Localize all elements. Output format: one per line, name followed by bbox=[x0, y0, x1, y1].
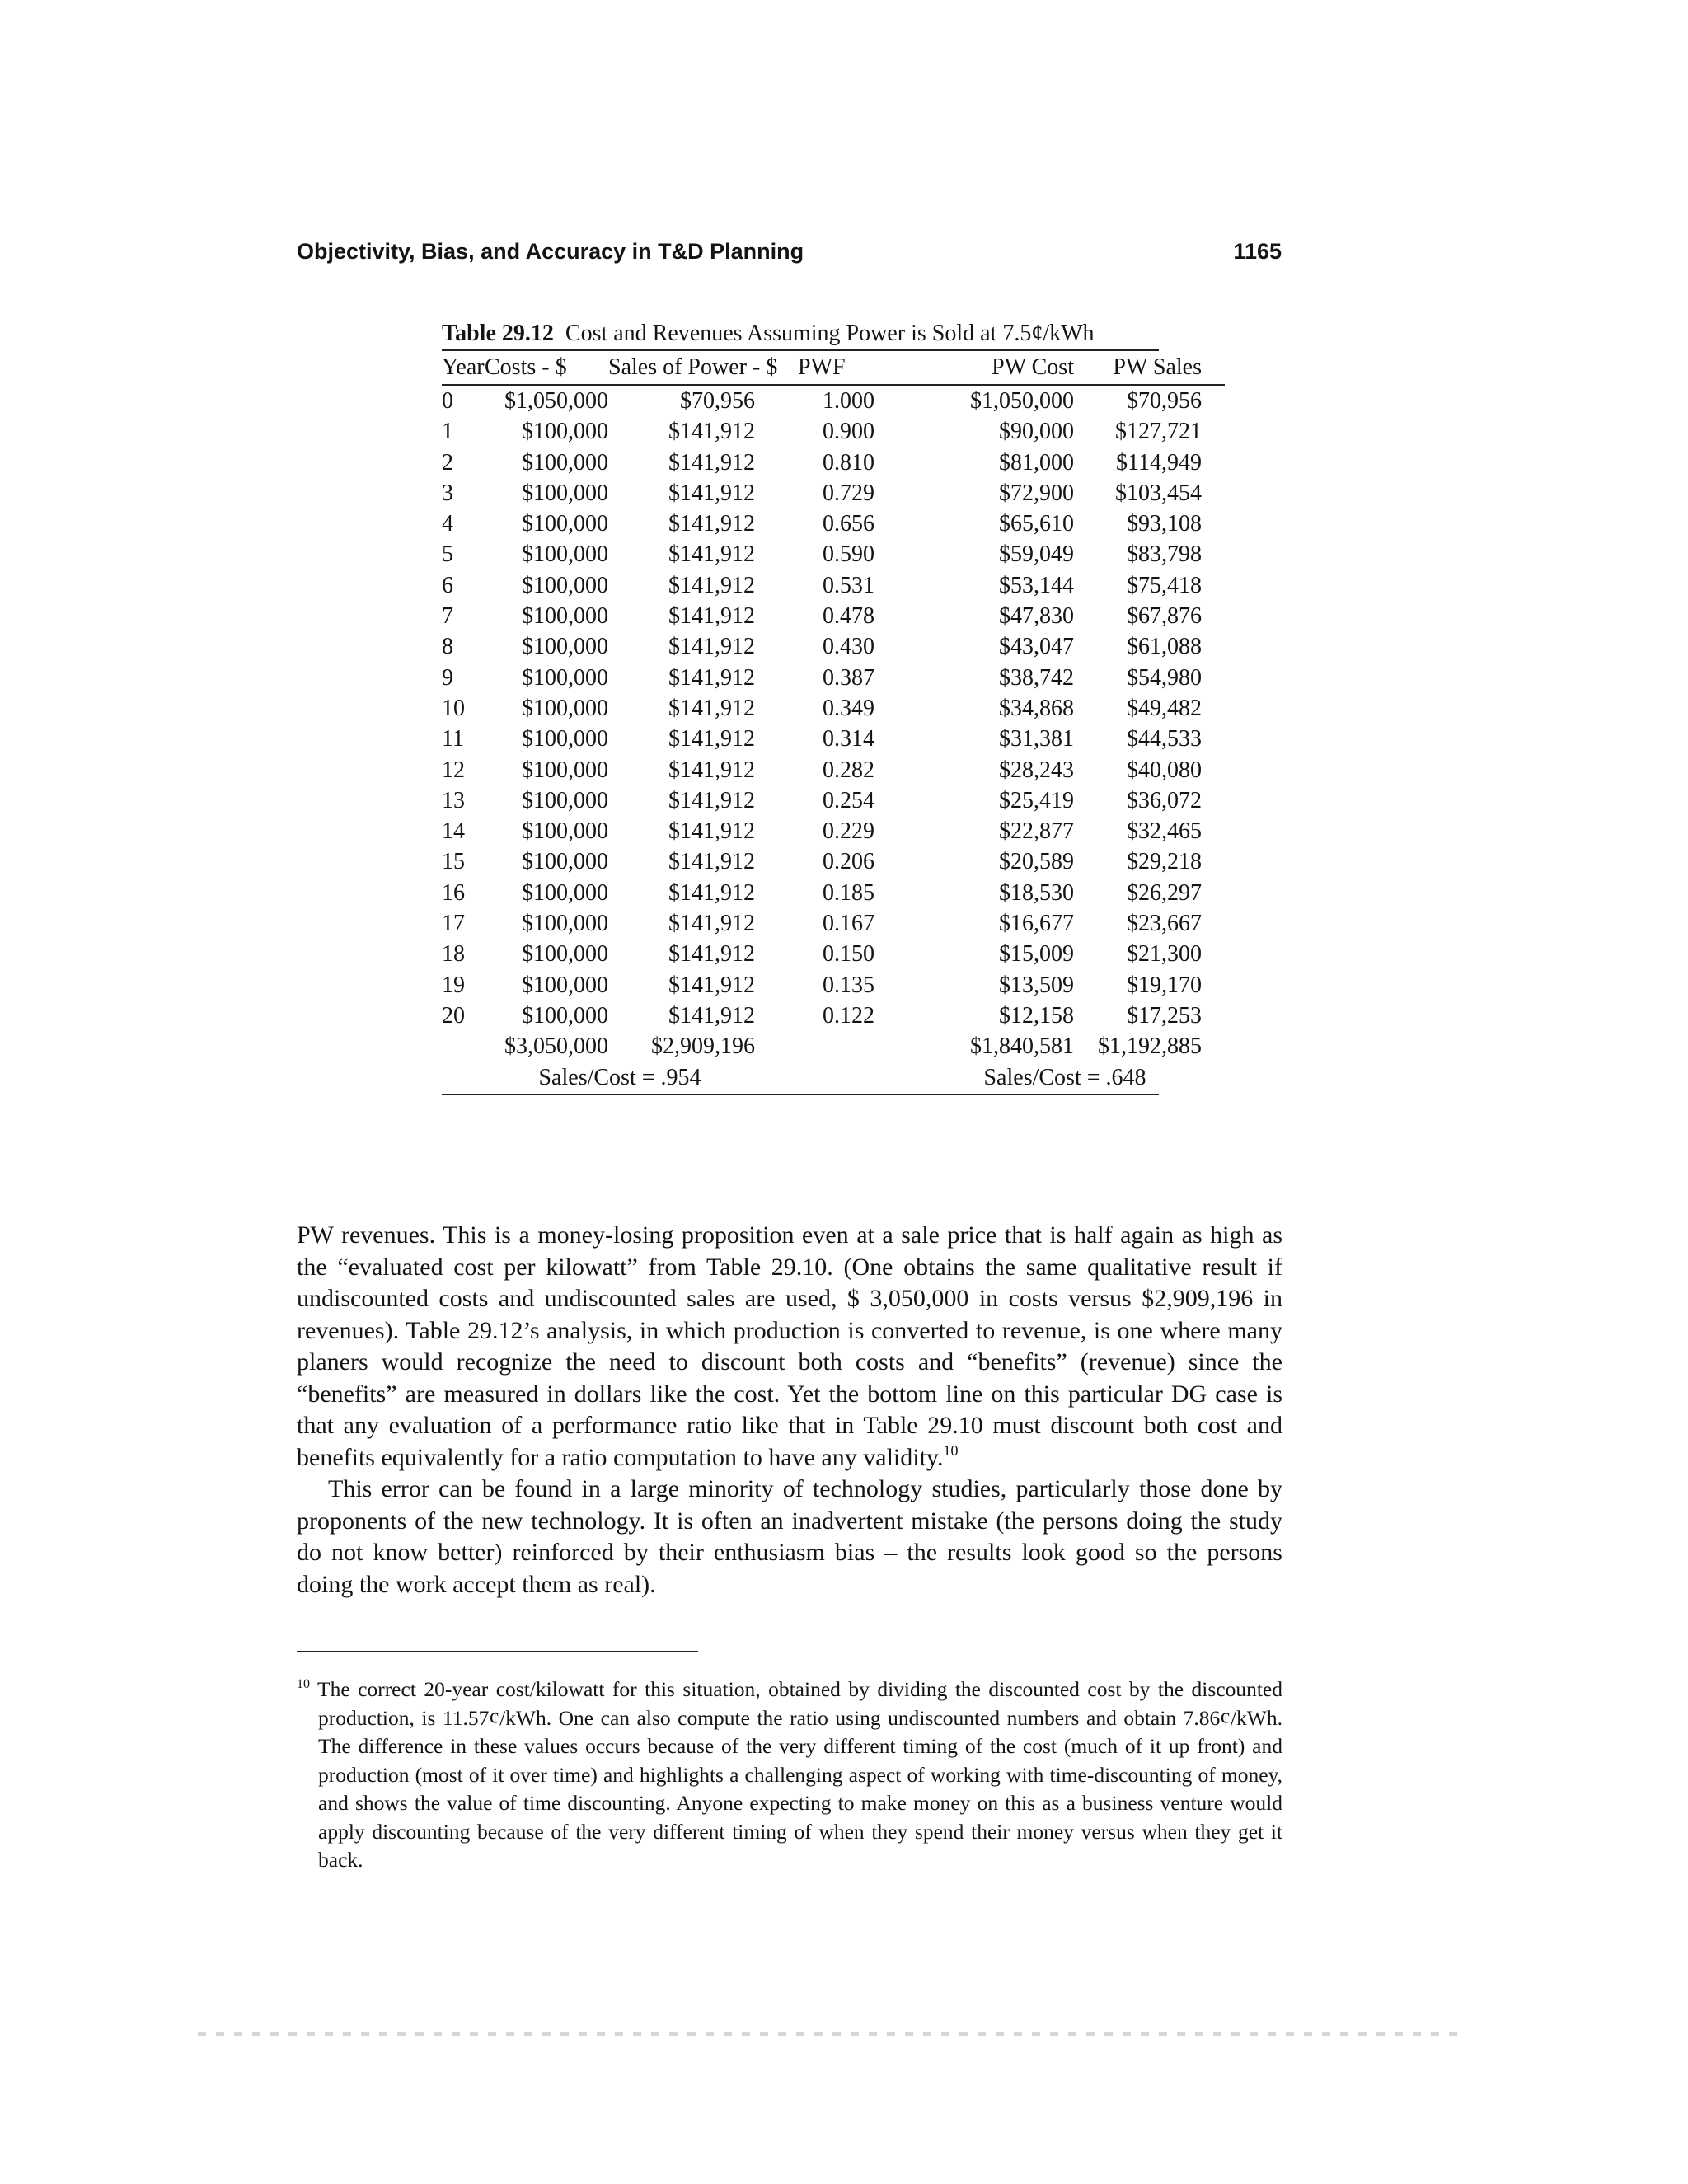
table-row bbox=[442, 1001, 1225, 1031]
table-row bbox=[442, 878, 1225, 908]
table-row bbox=[442, 416, 1225, 447]
table-label: Table 29.12 bbox=[442, 321, 554, 346]
paragraph-2: This error can be found in a large minority of technology studies, particularly those done by proponents of the new technology. It is often an inadvertent mistake (the persons doing the study do not know better) reinforced by their enthusiasm bias – the results look good so the persons doing the work accept them as real). bbox=[297, 1475, 1282, 1598]
cell-pw-sales: $36,072 bbox=[1127, 787, 1202, 813]
footnote-number: 10 bbox=[297, 1677, 310, 1691]
table-row bbox=[442, 693, 1225, 724]
cell-pw-sales: $54,980 bbox=[1127, 664, 1202, 691]
cell-year: 13 bbox=[442, 787, 465, 813]
col-header-costs: Costs - $ bbox=[485, 354, 567, 380]
cell-pwf: 1.000 bbox=[823, 388, 874, 414]
cell-pwf: 0.282 bbox=[823, 757, 874, 783]
cell-year: 3 bbox=[442, 480, 453, 506]
cell-costs: $100,000 bbox=[522, 511, 608, 537]
cell-pw-sales: $29,218 bbox=[1127, 849, 1202, 875]
cell-pw-sales: $21,300 bbox=[1127, 941, 1202, 968]
col-header-pw-sales: PW Sales bbox=[1113, 354, 1202, 380]
page-number: 1165 bbox=[1233, 239, 1282, 264]
col-header-year: Year bbox=[442, 354, 485, 380]
table-bottom-rule bbox=[442, 1094, 1159, 1095]
cell-year: 9 bbox=[442, 664, 453, 691]
cell-costs: $100,000 bbox=[522, 849, 608, 875]
cell-costs: $100,000 bbox=[522, 419, 608, 445]
total-pw-sales: $1,192,885 bbox=[1098, 1033, 1202, 1060]
cell-costs: $100,000 bbox=[522, 911, 608, 937]
cell-year: 19 bbox=[442, 972, 465, 998]
cell-pw-sales: $32,465 bbox=[1127, 818, 1202, 845]
cell-pw-cost: $38,742 bbox=[999, 664, 1074, 691]
cell-pwf: 0.430 bbox=[823, 634, 874, 660]
cell-sales: $141,912 bbox=[668, 849, 755, 875]
cell-pwf: 0.167 bbox=[823, 911, 874, 937]
cell-sales: $141,912 bbox=[668, 419, 755, 445]
table-row bbox=[442, 631, 1225, 662]
table-caption bbox=[442, 318, 1159, 349]
ratio-discounted: Sales/Cost = .648 bbox=[983, 1065, 1146, 1091]
table-row bbox=[442, 386, 1225, 416]
table-row bbox=[442, 755, 1225, 785]
cell-costs: $100,000 bbox=[522, 480, 608, 506]
cell-costs: $100,000 bbox=[522, 541, 608, 568]
cell-pw-cost: $34,868 bbox=[999, 695, 1074, 721]
cell-costs: $100,000 bbox=[522, 449, 608, 476]
cell-sales: $141,912 bbox=[668, 664, 755, 691]
cell-pw-cost: $53,144 bbox=[999, 572, 1074, 598]
cell-sales: $141,912 bbox=[668, 603, 755, 630]
cell-costs: $100,000 bbox=[522, 664, 608, 691]
cell-pw-sales: $61,088 bbox=[1127, 634, 1202, 660]
cell-pw-cost: $31,381 bbox=[999, 726, 1074, 752]
cell-sales: $141,912 bbox=[668, 1002, 755, 1029]
cell-year: 18 bbox=[442, 941, 465, 968]
paragraph-1 bbox=[297, 1220, 1282, 1474]
cell-costs: $100,000 bbox=[522, 787, 608, 813]
table-row bbox=[442, 908, 1225, 939]
cell-sales: $141,912 bbox=[668, 634, 755, 660]
cell-pw-cost: $22,877 bbox=[999, 818, 1074, 845]
footnote-text: The correct 20-year cost/kilowatt for this situation, obtained by dividing the discounted cost by the discounted production, is 11.57¢/kWh. One can also compute the ratio using undiscounted numbers and obtain 7.86¢/kWh. The difference in these values occurs because of the very different timing of the cost (much of it up front) and production (most of it over time) and highlights a challenging aspect of working with time-discounting of money, and shows the value of time discounting. Anyone expecting to make money on this as a business venture would apply discounting because of the very different timing of when they spend their money versus when they get it back. bbox=[317, 1677, 1282, 1872]
cell-costs: $100,000 bbox=[522, 603, 608, 630]
totals-row bbox=[442, 1031, 1225, 1062]
cost-revenue-table bbox=[442, 351, 1225, 1094]
cell-pw-cost: $47,830 bbox=[999, 603, 1074, 630]
cell-pw-sales: $19,170 bbox=[1127, 972, 1202, 998]
cell-pwf: 0.531 bbox=[823, 572, 874, 598]
cell-sales: $141,912 bbox=[668, 787, 755, 813]
cell-pw-cost: $15,009 bbox=[999, 941, 1074, 968]
table-row bbox=[442, 970, 1225, 1001]
cell-sales: $141,912 bbox=[668, 449, 755, 476]
cell-costs: $1,050,000 bbox=[504, 388, 608, 414]
cell-pw-sales: $70,956 bbox=[1127, 388, 1202, 414]
cell-sales: $141,912 bbox=[668, 818, 755, 845]
cell-pw-sales: $17,253 bbox=[1127, 1002, 1202, 1029]
cell-sales: $141,912 bbox=[668, 695, 755, 721]
cell-sales: $141,912 bbox=[668, 480, 755, 506]
cell-pw-cost: $72,900 bbox=[999, 480, 1074, 506]
cell-pw-sales: $83,798 bbox=[1127, 541, 1202, 568]
cell-sales: $141,912 bbox=[668, 879, 755, 906]
cell-year: 20 bbox=[442, 1002, 465, 1029]
cell-pwf: 0.729 bbox=[823, 480, 874, 506]
cell-costs: $100,000 bbox=[522, 1002, 608, 1029]
cell-pw-sales: $127,721 bbox=[1115, 419, 1202, 445]
cell-costs: $100,000 bbox=[522, 572, 608, 598]
cell-pwf: 0.135 bbox=[823, 972, 874, 998]
table-body bbox=[442, 386, 1225, 1031]
table-row bbox=[442, 478, 1225, 509]
cell-year: 14 bbox=[442, 818, 465, 845]
cell-pw-cost: $12,158 bbox=[999, 1002, 1074, 1029]
cell-pw-cost: $13,509 bbox=[999, 972, 1074, 998]
table-row bbox=[442, 785, 1225, 816]
cell-costs: $100,000 bbox=[522, 879, 608, 906]
footnote-ref: 10 bbox=[943, 1441, 959, 1459]
cell-pw-sales: $75,418 bbox=[1127, 572, 1202, 598]
cell-pwf: 0.900 bbox=[823, 419, 874, 445]
cell-pw-cost: $28,243 bbox=[999, 757, 1074, 783]
cell-pwf: 0.206 bbox=[823, 849, 874, 875]
cell-pw-sales: $44,533 bbox=[1127, 726, 1202, 752]
cell-pw-sales: $67,876 bbox=[1127, 603, 1202, 630]
cell-pwf: 0.656 bbox=[823, 511, 874, 537]
cell-sales: $141,912 bbox=[668, 726, 755, 752]
cell-pw-cost: $25,419 bbox=[999, 787, 1074, 813]
table-row bbox=[442, 539, 1225, 569]
cell-pw-sales: $49,482 bbox=[1127, 695, 1202, 721]
cell-pw-sales: $114,949 bbox=[1116, 449, 1202, 476]
cell-pw-sales: $23,667 bbox=[1127, 911, 1202, 937]
cell-pw-cost: $43,047 bbox=[999, 634, 1074, 660]
running-title: Objectivity, Bias, and Accuracy in T&D Planning bbox=[297, 239, 804, 264]
cell-year: 16 bbox=[442, 879, 465, 906]
cell-year: 1 bbox=[442, 419, 453, 445]
total-sales: $2,909,196 bbox=[651, 1033, 755, 1060]
footnote bbox=[297, 1675, 1282, 1875]
table-row bbox=[442, 816, 1225, 846]
col-header-pwf: PWF bbox=[798, 354, 846, 380]
table-row bbox=[442, 601, 1225, 631]
table-row bbox=[442, 448, 1225, 478]
table-row bbox=[442, 663, 1225, 693]
total-pw-cost: $1,840,581 bbox=[970, 1033, 1074, 1060]
cell-sales: $141,912 bbox=[668, 941, 755, 968]
cell-year: 4 bbox=[442, 511, 453, 537]
cell-costs: $100,000 bbox=[522, 818, 608, 845]
cell-pw-cost: $90,000 bbox=[999, 419, 1074, 445]
cell-costs: $100,000 bbox=[522, 757, 608, 783]
footnote-rule bbox=[297, 1651, 698, 1652]
scan-artifact bbox=[198, 2032, 1459, 2036]
cell-costs: $100,000 bbox=[522, 695, 608, 721]
cell-pw-cost: $59,049 bbox=[999, 541, 1074, 568]
cell-pwf: 0.590 bbox=[823, 541, 874, 568]
cell-pwf: 0.387 bbox=[823, 664, 874, 691]
table-caption-text: Cost and Revenues Assuming Power is Sold at 7.5¢/kWh bbox=[565, 321, 1095, 346]
cell-pwf: 0.349 bbox=[823, 695, 874, 721]
table-29-12 bbox=[442, 318, 1202, 1095]
table-row bbox=[442, 724, 1225, 754]
cell-pwf: 0.185 bbox=[823, 879, 874, 906]
table-row bbox=[442, 939, 1225, 969]
cell-pwf: 0.150 bbox=[823, 941, 874, 968]
table-row bbox=[442, 846, 1225, 877]
col-header-sales: Sales of Power - $ bbox=[608, 354, 778, 380]
cell-sales: $70,956 bbox=[680, 388, 755, 414]
cell-year: 10 bbox=[442, 695, 465, 721]
total-costs: $3,050,000 bbox=[504, 1033, 608, 1060]
cell-year: 0 bbox=[442, 388, 453, 414]
cell-sales: $141,912 bbox=[668, 541, 755, 568]
body-text bbox=[297, 1220, 1282, 1601]
cell-year: 7 bbox=[442, 603, 453, 630]
cell-year: 8 bbox=[442, 634, 453, 660]
cell-year: 15 bbox=[442, 849, 465, 875]
cell-pwf: 0.478 bbox=[823, 603, 874, 630]
cell-sales: $141,912 bbox=[668, 511, 755, 537]
cell-pwf: 0.122 bbox=[823, 1002, 874, 1029]
ratio-row bbox=[442, 1062, 1225, 1094]
cell-year: 11 bbox=[442, 726, 464, 752]
cell-sales: $141,912 bbox=[668, 972, 755, 998]
cell-year: 12 bbox=[442, 757, 465, 783]
table-row bbox=[442, 509, 1225, 539]
cell-year: 17 bbox=[442, 911, 465, 937]
cell-costs: $100,000 bbox=[522, 972, 608, 998]
cell-pw-sales: $40,080 bbox=[1127, 757, 1202, 783]
table-header-row bbox=[442, 351, 1225, 385]
cell-pwf: 0.254 bbox=[823, 787, 874, 813]
cell-pw-sales: $26,297 bbox=[1127, 879, 1202, 906]
cell-pw-sales: $93,108 bbox=[1127, 511, 1202, 537]
cell-sales: $141,912 bbox=[668, 911, 755, 937]
cell-sales: $141,912 bbox=[668, 757, 755, 783]
cell-pwf: 0.314 bbox=[823, 726, 874, 752]
cell-pwf: 0.229 bbox=[823, 818, 874, 845]
paragraph-1-text: PW revenues. This is a money-losing proposition even at a sale price that is half again as high as the “evaluated cost per kilowatt” from Table 29.10. (One obtains the same qualitative result if undiscounted costs and undiscounted sales are used, $ 3,050,000 in costs versus $2,909,196 in revenues). Table 29.12’s analysis, in which production is converted to revenue, is one where many planers would recognize the need to discount both costs and “benefits” (revenue) since the “benefits” are measured in dollars like the cost. Yet the bottom line on this particular DG case is that any evaluation of a performance ratio like that in Table 29.10 must discount both cost and benefits equivalently for a ratio computation to have any validity. bbox=[297, 1221, 1282, 1471]
cell-year: 5 bbox=[442, 541, 453, 568]
cell-costs: $100,000 bbox=[522, 634, 608, 660]
table-row bbox=[442, 570, 1225, 601]
cell-costs: $100,000 bbox=[522, 726, 608, 752]
cell-pw-cost: $20,589 bbox=[999, 849, 1074, 875]
running-header bbox=[297, 239, 1282, 272]
cell-year: 2 bbox=[442, 449, 453, 476]
cell-pw-cost: $16,677 bbox=[999, 911, 1074, 937]
cell-pw-sales: $103,454 bbox=[1115, 480, 1202, 506]
cell-pw-cost: $18,530 bbox=[999, 879, 1074, 906]
cell-year: 6 bbox=[442, 572, 453, 598]
cell-costs: $100,000 bbox=[522, 941, 608, 968]
ratio-undiscounted: Sales/Cost = .954 bbox=[538, 1065, 701, 1091]
col-header-pw-cost: PW Cost bbox=[992, 354, 1074, 380]
cell-pw-cost: $1,050,000 bbox=[970, 388, 1074, 414]
cell-sales: $141,912 bbox=[668, 572, 755, 598]
cell-pw-cost: $65,610 bbox=[999, 511, 1074, 537]
cell-pw-cost: $81,000 bbox=[999, 449, 1074, 476]
cell-pwf: 0.810 bbox=[823, 449, 874, 476]
